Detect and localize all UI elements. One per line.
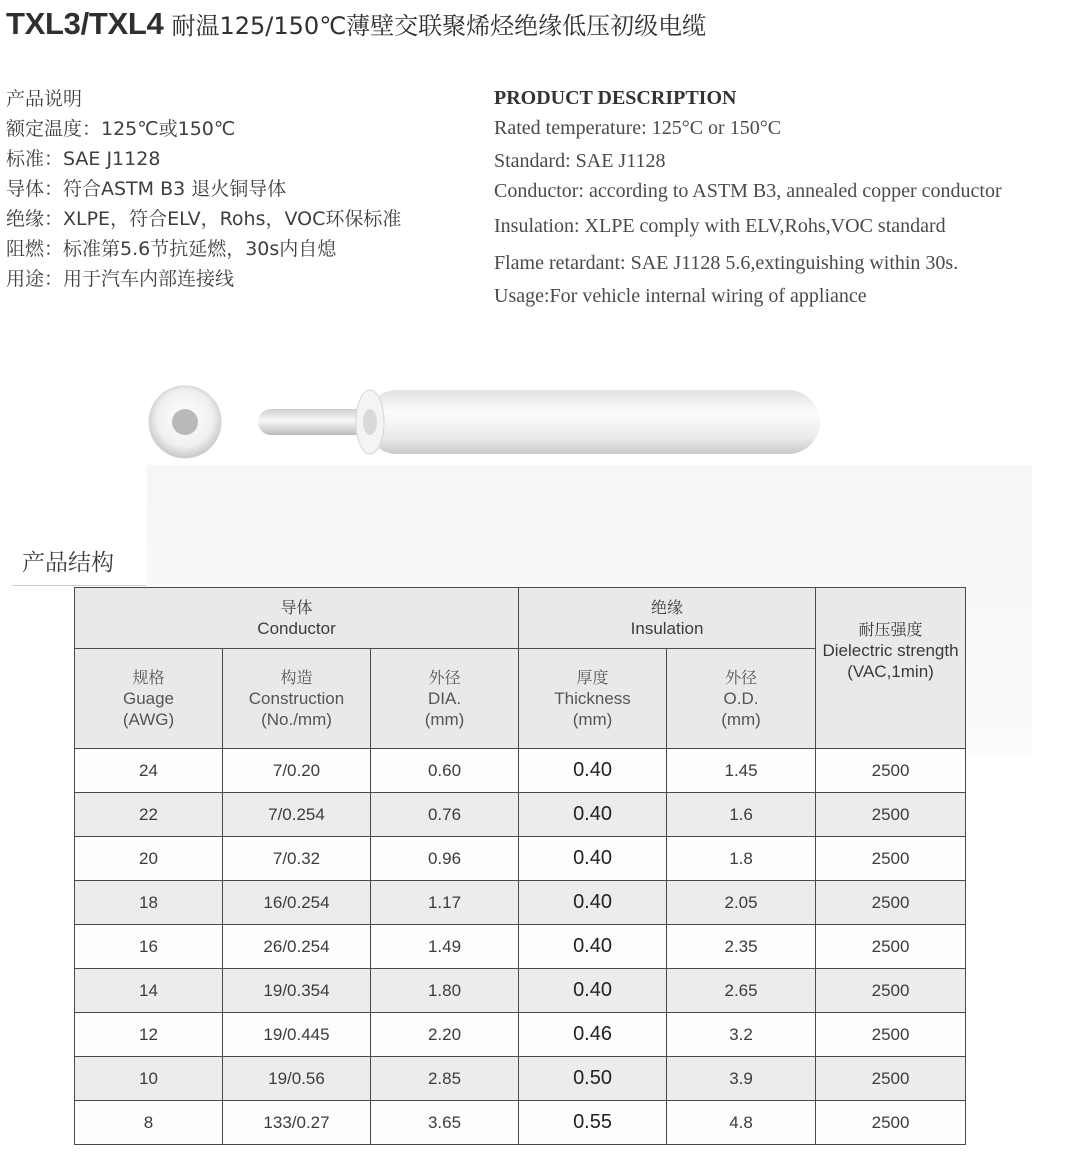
cable-side-view bbox=[258, 390, 820, 454]
cell-thickness: 0.40 bbox=[519, 837, 667, 881]
cell-gauge: 16 bbox=[75, 925, 223, 969]
cell-dia: 0.76 bbox=[371, 793, 519, 837]
cell-thickness: 0.55 bbox=[519, 1101, 667, 1145]
cell-dielectric: 2500 bbox=[816, 1101, 966, 1145]
cell-construction: 7/0.254 bbox=[223, 793, 371, 837]
cell-gauge: 20 bbox=[75, 837, 223, 881]
cn-desc-heading: 产品说明 bbox=[6, 88, 83, 110]
cable-cross-section bbox=[149, 386, 221, 458]
cell-thickness: 0.46 bbox=[519, 1013, 667, 1057]
en-desc-heading: PRODUCT DESCRIPTION bbox=[494, 87, 737, 109]
header-thickness: 厚度 Thickness (mm) bbox=[519, 649, 667, 749]
cn-desc-line: 额定温度：125℃或150℃ bbox=[6, 118, 236, 140]
cn-desc-line: 用途：用于汽车内部连接线 bbox=[6, 268, 235, 290]
en-description bbox=[494, 84, 1002, 307]
cn-desc-line: 绝缘：XLPE，符合ELV，Rohs，VOC环保标准 bbox=[6, 208, 402, 230]
cell-dia: 2.85 bbox=[371, 1057, 519, 1101]
table-row bbox=[75, 925, 966, 969]
cable-illustration bbox=[140, 372, 840, 472]
cell-thickness: 0.40 bbox=[519, 925, 667, 969]
header-conductor-dia: 外径 DIA. (mm) bbox=[371, 649, 519, 749]
cell-gauge: 14 bbox=[75, 969, 223, 1013]
page-title bbox=[6, 6, 706, 46]
cell-thickness: 0.40 bbox=[519, 881, 667, 925]
cell-dia: 3.65 bbox=[371, 1101, 519, 1145]
cn-description bbox=[6, 84, 401, 294]
cn-desc-line: 阻燃：标准第5.6节抗延燃，30s内自熄 bbox=[6, 238, 337, 260]
cell-od: 3.9 bbox=[667, 1057, 816, 1101]
cell-od: 3.2 bbox=[667, 1013, 816, 1057]
cell-gauge: 24 bbox=[75, 749, 223, 793]
en-desc-line: Usage:For vehicle internal wiring of appliance bbox=[494, 285, 867, 307]
header-conductor: 导体 Conductor bbox=[75, 588, 519, 649]
cell-od: 2.65 bbox=[667, 969, 816, 1013]
cell-od: 2.05 bbox=[667, 881, 816, 925]
cell-dielectric: 2500 bbox=[816, 1057, 966, 1101]
spec-table bbox=[74, 587, 966, 1145]
cell-dielectric: 2500 bbox=[816, 837, 966, 881]
table-row bbox=[75, 881, 966, 925]
cell-dielectric: 2500 bbox=[816, 1013, 966, 1057]
header-insulation: 绝缘 Insulation bbox=[519, 588, 816, 649]
cell-construction: 16/0.254 bbox=[223, 881, 371, 925]
table-row bbox=[75, 1101, 966, 1145]
cell-dia: 2.20 bbox=[371, 1013, 519, 1057]
table-row bbox=[75, 969, 966, 1013]
cell-thickness: 0.40 bbox=[519, 969, 667, 1013]
cell-construction: 19/0.445 bbox=[223, 1013, 371, 1057]
cell-od: 1.8 bbox=[667, 837, 816, 881]
en-desc-line: Flame retardant: SAE J1128 5.6,extinguishing within 30s. bbox=[494, 252, 959, 274]
table-row bbox=[75, 1013, 966, 1057]
cell-od: 4.8 bbox=[667, 1101, 816, 1145]
cell-od: 1.45 bbox=[667, 749, 816, 793]
cn-desc-line: 导体：符合ASTM B3 退火铜导体 bbox=[6, 178, 287, 200]
table-row bbox=[75, 837, 966, 881]
product-model: TXL3/TXL4 bbox=[6, 6, 164, 41]
cell-gauge: 12 bbox=[75, 1013, 223, 1057]
en-desc-line: Conductor: according to ASTM B3, annealed copper conductor bbox=[494, 180, 1002, 202]
cell-od: 2.35 bbox=[667, 925, 816, 969]
cn-desc-line: 标准：SAE J1128 bbox=[6, 148, 161, 170]
section-title: 产品结构 bbox=[22, 550, 114, 576]
cell-dia: 0.60 bbox=[371, 749, 519, 793]
cell-gauge: 18 bbox=[75, 881, 223, 925]
cell-gauge: 10 bbox=[75, 1057, 223, 1101]
cell-dia: 1.17 bbox=[371, 881, 519, 925]
cell-dia: 1.80 bbox=[371, 969, 519, 1013]
table-row bbox=[75, 749, 966, 793]
en-desc-line: Standard: SAE J1128 bbox=[494, 150, 666, 172]
table-row bbox=[75, 793, 966, 837]
cell-dia: 0.96 bbox=[371, 837, 519, 881]
header-gauge: 规格 Guage (AWG) bbox=[75, 649, 223, 749]
cell-dia: 1.49 bbox=[371, 925, 519, 969]
section-divider bbox=[12, 585, 146, 586]
cell-dielectric: 2500 bbox=[816, 881, 966, 925]
cell-dielectric: 2500 bbox=[816, 969, 966, 1013]
cell-dielectric: 2500 bbox=[816, 749, 966, 793]
cell-dielectric: 2500 bbox=[816, 925, 966, 969]
cell-construction: 7/0.20 bbox=[223, 749, 371, 793]
cell-thickness: 0.50 bbox=[519, 1057, 667, 1101]
cell-construction: 133/0.27 bbox=[223, 1101, 371, 1145]
cell-thickness: 0.40 bbox=[519, 793, 667, 837]
header-dielectric-strength: 耐压强度 Dielectric strength (VAC,1min) bbox=[816, 588, 966, 749]
cell-thickness: 0.40 bbox=[519, 749, 667, 793]
product-name: 耐温125/150℃薄壁交联聚烯烃绝缘低压初级电缆 bbox=[171, 12, 707, 40]
header-outer-dia: 外径 O.D. (mm) bbox=[667, 649, 816, 749]
cell-construction: 19/0.56 bbox=[223, 1057, 371, 1101]
en-desc-line: Rated temperature: 125°C or 150°C bbox=[494, 117, 782, 139]
table-row bbox=[75, 1057, 966, 1101]
cell-gauge: 22 bbox=[75, 793, 223, 837]
table-group-header bbox=[75, 588, 966, 649]
cell-construction: 19/0.354 bbox=[223, 969, 371, 1013]
cell-construction: 7/0.32 bbox=[223, 837, 371, 881]
header-construction: 构造 Construction (No./mm) bbox=[223, 649, 371, 749]
cell-dielectric: 2500 bbox=[816, 793, 966, 837]
cell-od: 1.6 bbox=[667, 793, 816, 837]
en-desc-line: Insulation: XLPE comply with ELV,Rohs,VOC standard bbox=[494, 215, 946, 237]
cell-gauge: 8 bbox=[75, 1101, 223, 1145]
cell-construction: 26/0.254 bbox=[223, 925, 371, 969]
